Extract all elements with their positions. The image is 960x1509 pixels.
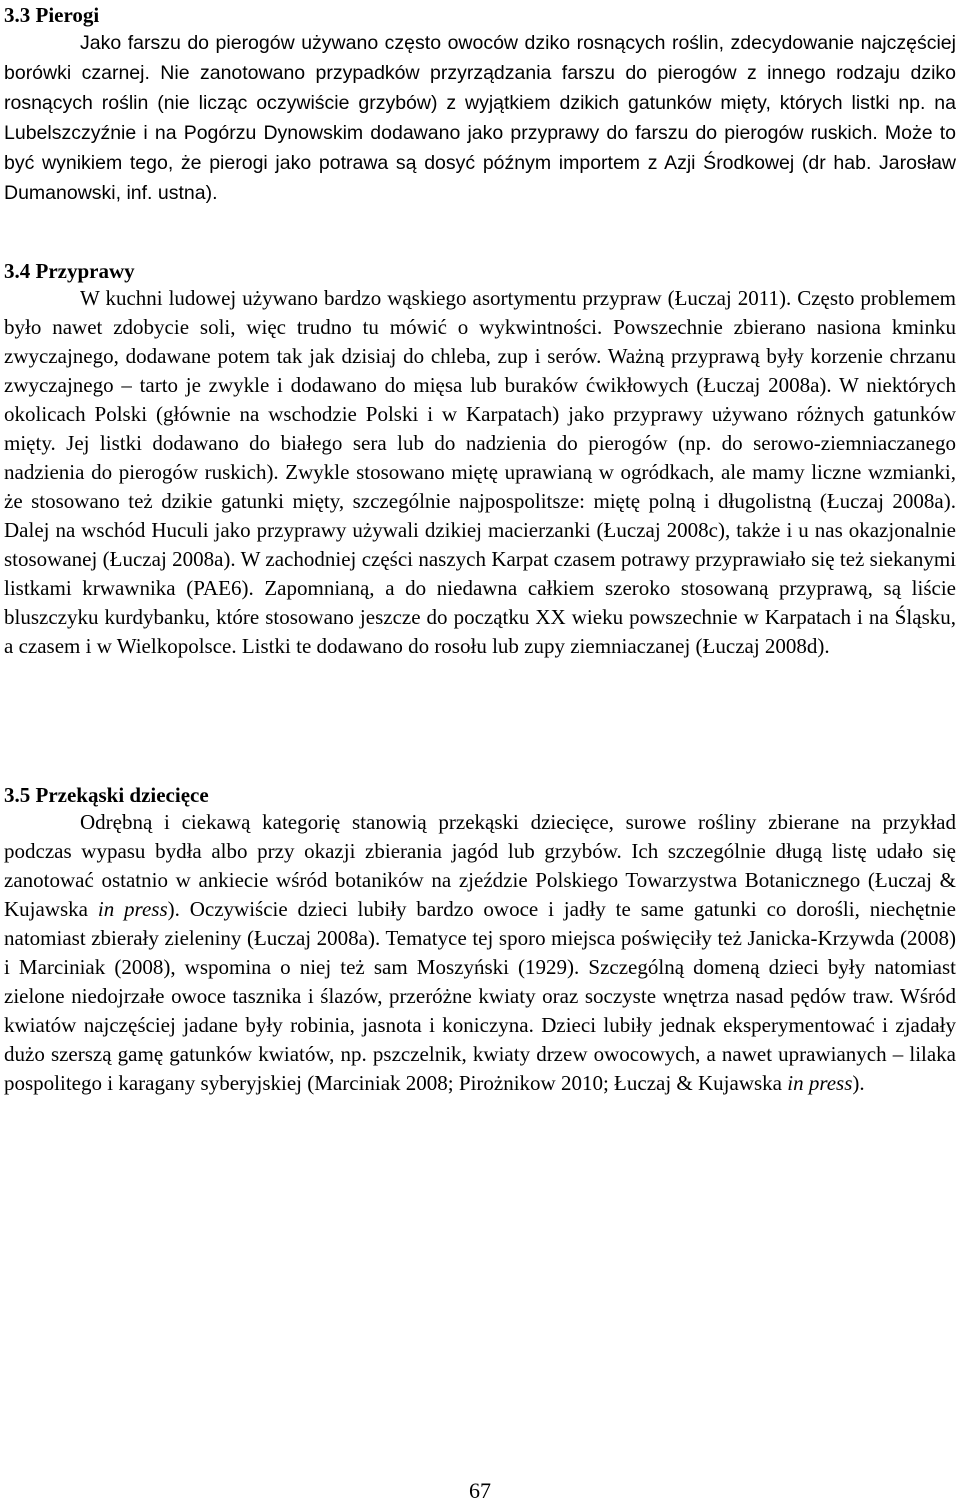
section-heading: 3.4 Przyprawy bbox=[4, 259, 135, 283]
section-paragraph bbox=[4, 284, 956, 661]
italic-in-press: in press bbox=[97, 897, 168, 921]
section-heading: 3.3 Pierogi bbox=[4, 3, 100, 27]
page-number: 67 bbox=[469, 1478, 491, 1503]
paragraph-text: ). bbox=[852, 1071, 865, 1095]
section-pierogi bbox=[4, 2, 956, 208]
paragraph-text: Jako farszu do pierogów używano często owoców dziko rosnących roślin, zdecydowanie najczęściej borówki czarnej. Nie zanotowano przypadków przyrządzania farszu do pierogów z innego rodzaju dziko rosnących roślin (nie licząc oczywiście grzybów) z wyjątkiem dzikich gatunków mięty, których listki np. na Lubelszczyźnie i na Pogórzu Dynowskim dodawano jako przyprawy do farszu do pierogów ruskich. Może to być wynikiem tego, że pierogi jako potrawa są dosyć późnym importem z Azji Środkowej (dr hab. Jarosław Dumanowski, inf. ustna). bbox=[4, 32, 956, 204]
paragraph-text: Odrębną i ciekawą kategorię stanowią przekąski dziecięce, surowe rośliny zbierane na przykład podczas wypasu bydła albo przy okazji zbierania jagód lub grzybów. Ich szczególnie długą listę udało się zanotować ostatnio w ankiecie wśród botaników na zjeździe Polskiego Towarzystwa Botanicznego (Łuczaj & Kujawska bbox=[4, 810, 956, 921]
section-paragraph bbox=[4, 808, 956, 1098]
section-przekaski bbox=[4, 782, 956, 1098]
section-paragraph bbox=[4, 28, 956, 208]
section-przyprawy bbox=[4, 258, 956, 661]
section-heading: 3.5 Przekąski dziecięce bbox=[4, 783, 209, 807]
italic-in-press: in press bbox=[787, 1071, 853, 1095]
paragraph-text: W kuchni ludowej używano bardzo wąskiego asortymentu przypraw (Łuczaj 2011). Często problemem było nawet zdobycie soli, więc trudno tu mówić o wykwintności. Powszechnie zbierano nasiona kminku zwyczajnego, dodawane potem tak jak dzisiaj do chleba, zup i serów. Ważną przyprawą były korzenie chrzanu zwyczajnego – tarto je zwykle i dodawano do mięsa lub buraków ćwikłowych (Łuczaj 2008a). W niektórych okolicach Polski (głównie na wschodzie Polski i w Karpatach) jako przyprawy używano różnych gatunków mięty. Jej listki dodawano do białego sera lub do nadzienia do pierogów (np. do serowo-ziemniaczanego nadzienia do pierogów ruskich). Zwykle stosowano miętę uprawianą w ogródkach, ale mamy liczne wzmianki, że stosowano też dzikie gatunki mięty, szczególnie najpospolitsze: miętę polną i długolistną (Łuczaj 2008a). Dalej na wschód Huculi jako przyprawy używali dzikiej macierzanki (Łuczaj 2008c), także i u nas okazjonalnie stosowanej (Łuczaj 2008a). W zachodniej części naszych Karpat czasem potrawy przyprawiało się też siekanymi listkami krwawnika (PAE6). Zapomnianą, a do niedawna całkiem szeroko stosowaną przyprawą, są liście bluszczyku kurdybanku, które stosowano jeszcze do początku XX wieku powszechnie w Karpatach i na Śląsku, a czasem i w Wielkopolsce. Listki te dodawano do rosołu lub zupy ziemniaczanej (Łuczaj 2008d). bbox=[4, 286, 956, 658]
paragraph-text: ). Oczywiście dzieci lubiły bardzo owoce i jadły te same gatunki co dorośli, niechętnie natomiast zbierały zieleniny (Łuczaj 2008a). Tematyce tej sporo miejsca poświęciły też Janicka-Krzywda (2008) i Marciniak (2008), wspomina o niej też sam Moszyński (1929). Szczególną domeną dzieci były natomiast zielone niedojrzałe owoce tasznika i ślazów, przeróżne kwiaty oraz soczyste wnętrza nasad pędów traw. Wśród kwiatów najczęściej jadane były robinia, jasnota i koniczyna. Dzieci lubiły jednak eksperymentować i zjadały dużo szerszą gamę gatunków kwiatów, np. pszczelnik, kwiaty drzew owocowych, a nawet uprawianych – lilaka pospolitego i karagany syberyjskiej (Marciniak 2008; Pirożnikow 2010; Łuczaj & Kujawska bbox=[4, 897, 956, 1095]
